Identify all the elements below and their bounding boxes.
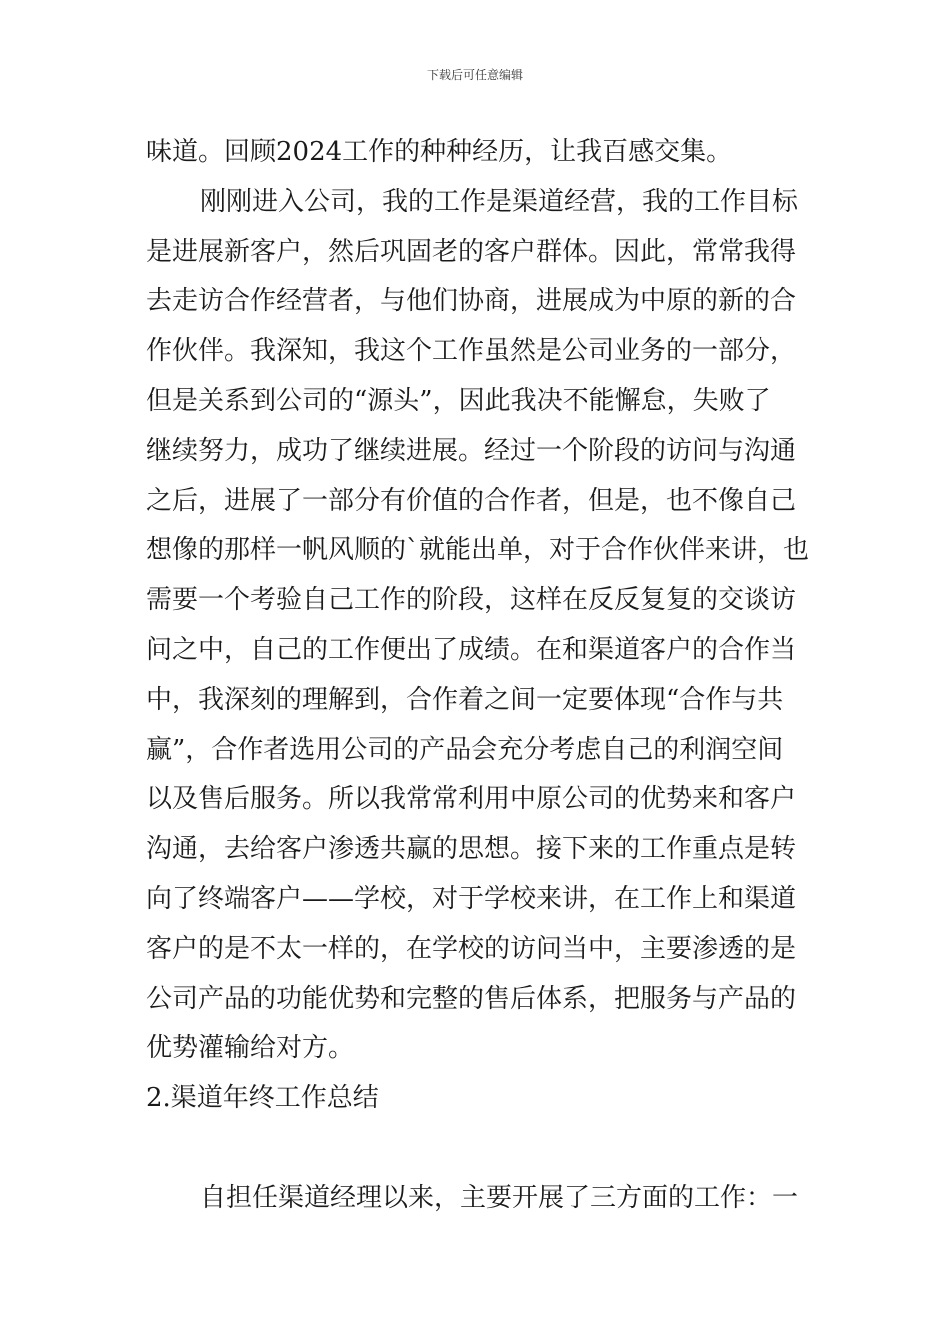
page-header: 下载后可任意编辑 [426, 68, 523, 82]
text-line: 中，我深刻的理解到，合作着之间一定要体现“合作与共 [146, 684, 784, 715]
text-line: 自担任渠道经理以来，主要开展了三方面的工作：一 [200, 1182, 799, 1213]
section-heading: 2.渠道年终工作总结 [146, 1083, 379, 1114]
text-line: 问之中，自己的工作便出了成绩。在和渠道客户的合作当 [146, 634, 797, 665]
document-body [146, 128, 810, 1224]
text-line: 想像的那样一帆风顺的`就能出单，对于合作伙伴来讲，也 [146, 535, 810, 566]
text-line: 是进展新客户，然后巩固老的客户群体。因此，常常我得 [146, 236, 797, 267]
text-line: 去走访合作经营者，与他们协商，进展成为中原的新的合 [146, 286, 797, 317]
text-line: 需要一个考验自己工作的阶段，这样在反反复复的交谈访 [146, 585, 797, 616]
text-line: 之后，进展了一部分有价值的合作者，但是，也不像自己 [146, 485, 797, 516]
text-line: 继续努力，成功了继续进展。经过一个阶段的访问与沟通 [146, 435, 797, 466]
text-line: 公司产品的功能优势和完整的售后体系，把服务与产品的 [146, 983, 797, 1014]
text-line: 刚刚进入公司，我的工作是渠道经营，我的工作目标 [200, 186, 799, 217]
text-line: 以及售后服务。所以我常常利用中原公司的优势来和客户 [146, 784, 797, 815]
text-line: 赢”，合作者选用公司的产品会充分考虑自己的利润空间 [146, 734, 784, 765]
text-line: 沟通，去给客户渗透共赢的思想。接下来的工作重点是转 [146, 834, 797, 865]
text-line: 味道。回顾2024工作的种种经历，让我百感交集。 [146, 137, 733, 167]
text-line: 客户的是不太一样的，在学校的访问当中，主要渗透的是 [146, 933, 797, 964]
text-line: 但是关系到公司的“源头”，因此我决不能懈怠，失败了 [146, 385, 771, 416]
text-line: 优势灌输给对方。 [146, 1033, 355, 1064]
text-line: 向了终端客户——学校，对于学校来讲，在工作上和渠道 [146, 883, 797, 914]
blank-line [146, 1124, 806, 1174]
text-line: 作伙伴。我深知，我这个工作虽然是公司业务的一部分， [146, 336, 797, 367]
